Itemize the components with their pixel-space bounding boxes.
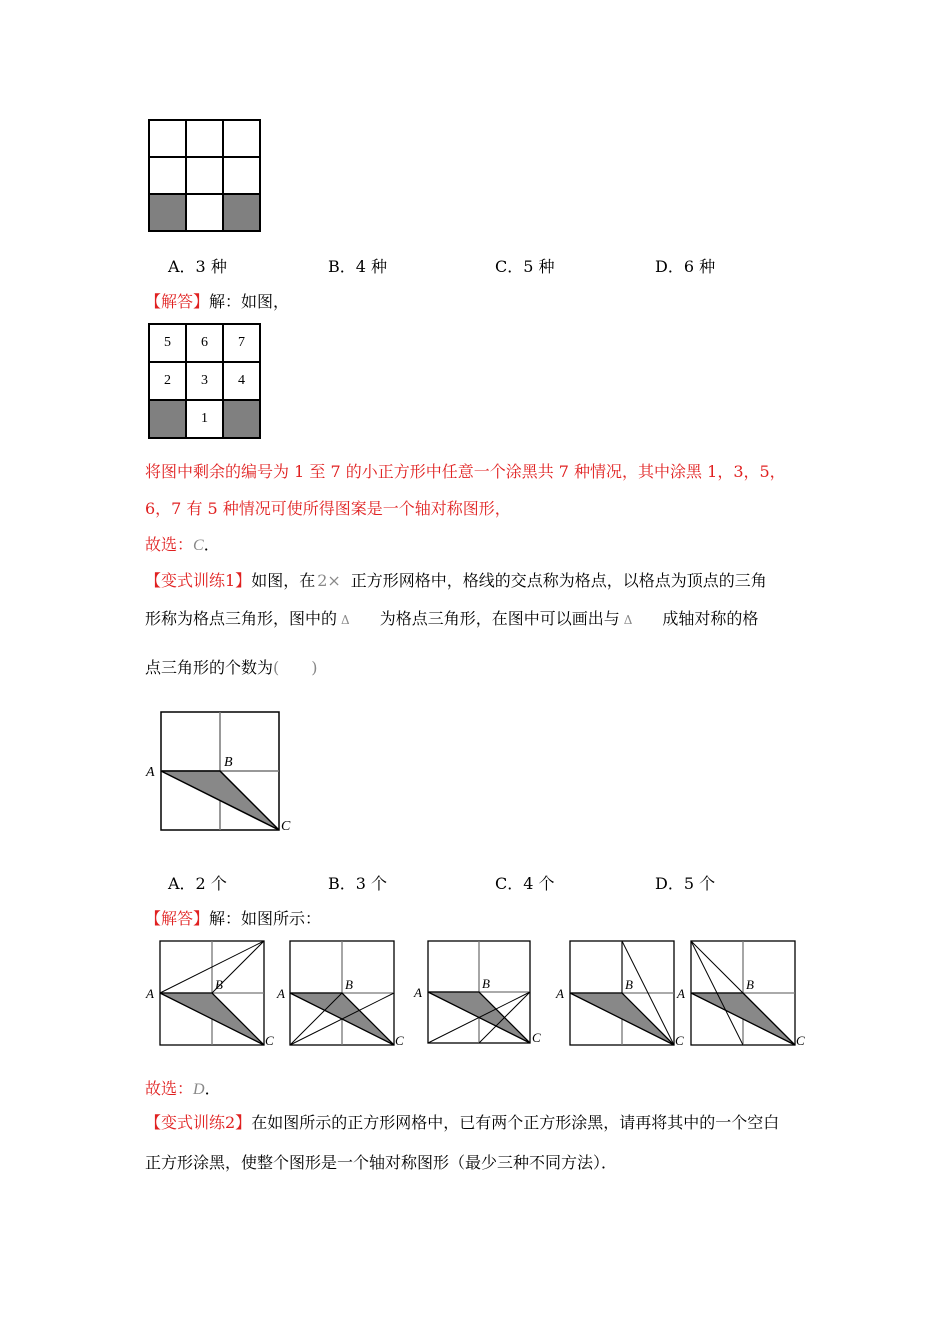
triangle-symbol: Δ [341,613,350,627]
explain-1-line-1: 将图中剩余的编号为 1 至 7 的小正方形中任意一个涂黑共 7 种情况，其中涂黑 1，3，5， [145,462,786,481]
variant-text: 正方形网格中，格线的交点称为格点，以格点为顶点的三角 [350,571,767,590]
option-b: B．4 种 [328,257,388,276]
option-c: C．5 种 [495,257,555,276]
choose-suffix: ． [204,1079,221,1098]
triangle-figure [140,700,310,840]
answer-bracket: 【解答】 [145,909,210,928]
answer-text: 解：如图， [209,292,290,311]
variant-1-line-3 [145,655,318,678]
variant-1-line-1 [145,568,767,591]
label-b: B [224,755,233,770]
variant-text: 点三角形的个数为 [145,658,274,677]
label-c: C [532,1030,541,1045]
answer-2 [145,906,321,929]
grid2-cell: 2 [149,362,186,400]
answer-1 [145,289,289,312]
label-b: B [215,977,223,992]
variant-2-line-1 [145,1110,779,1133]
grid2-cell: 4 [223,362,260,400]
label-c: C [796,1033,805,1048]
explain-1-line-2: 6，7 有 5 种情况可使所得图案是一个轴对称图形， [145,499,511,518]
answer-paren: ( ) [273,658,318,677]
choose-suffix: ． [203,535,220,554]
label-c: C [265,1033,274,1048]
choose-1 [145,532,220,555]
label-a: A [146,765,155,780]
label-c: C [281,819,291,834]
grid1-cell [186,120,223,157]
grid2-cell-shaded [223,400,260,438]
solution-figure-4 [551,935,691,1053]
label-b: B [746,977,754,992]
option-b: B．3 个 [328,874,388,893]
variant-2-line-2: 正方形涂黑，使整个图形是一个轴对称图形（最少三种不同方法）． [145,1153,618,1172]
label-a: A [556,986,564,1001]
option-c: C．4 个 [495,874,555,893]
variant-text: 形称为格点三角形，图中的 [145,609,338,628]
grid2-cell: 3 [186,362,223,400]
variant-dimension: 2× [317,571,341,590]
triangle-symbol: Δ [623,613,633,627]
choose-2 [145,1076,221,1099]
choose-letter: D [193,1081,205,1098]
grid-figure-2 [148,323,261,439]
solution-figure-1 [140,935,280,1053]
grid1-cell [223,157,260,194]
label-a: A [414,985,422,1000]
grid1-cell [186,157,223,194]
choose-letter: C [193,537,204,554]
option-d: D．6 种 [655,257,716,276]
label-c: C [395,1033,404,1048]
option-a: A．3 种 [168,257,227,276]
label-c: C [675,1033,684,1048]
grid1-cell [223,120,260,157]
grid1-cell-shaded [223,194,260,231]
grid2-cell: 6 [186,324,223,362]
solution-figure-3 [411,935,551,1053]
grid2-cell: 5 [149,324,186,362]
solution-figure-5 [673,935,813,1053]
label-b: B [625,977,633,992]
solution-figure-2 [275,935,415,1053]
variant-text: 为格点三角形，在图中可以画出与 [379,609,620,628]
answer-text: 解：如图所示： [209,909,322,928]
choose-prefix: 故选： [145,1079,194,1098]
label-a: A [277,986,285,1001]
choose-prefix: 故选： [145,535,194,554]
label-b: B [345,977,353,992]
answer-bracket: 【解答】 [145,292,210,311]
label-a: A [146,986,154,1001]
option-d: D．5 个 [655,874,716,893]
variant-text: 成轴对称的格 [662,609,759,628]
label-a: A [677,986,685,1001]
grid-figure-1 [148,119,261,232]
variant-1-line-2 [145,606,758,629]
grid2-cell: 7 [223,324,260,362]
grid1-cell-shaded [149,194,186,231]
grid1-cell [186,194,223,231]
variant-text: 在如图所示的正方形网格中，已有两个正方形涂黑，请再将其中的一个空白 [251,1113,780,1132]
variant-bracket: 【变式训练1】 [145,571,252,590]
grid2-cell: 1 [186,400,223,438]
grid1-cell [149,120,186,157]
option-a: A．2 个 [168,874,227,893]
grid2-cell-shaded [149,400,186,438]
grid1-cell [149,157,186,194]
label-b: B [482,976,490,991]
variant-bracket: 【变式训练2】 [145,1113,252,1132]
variant-text: 如图，在 [251,571,316,590]
